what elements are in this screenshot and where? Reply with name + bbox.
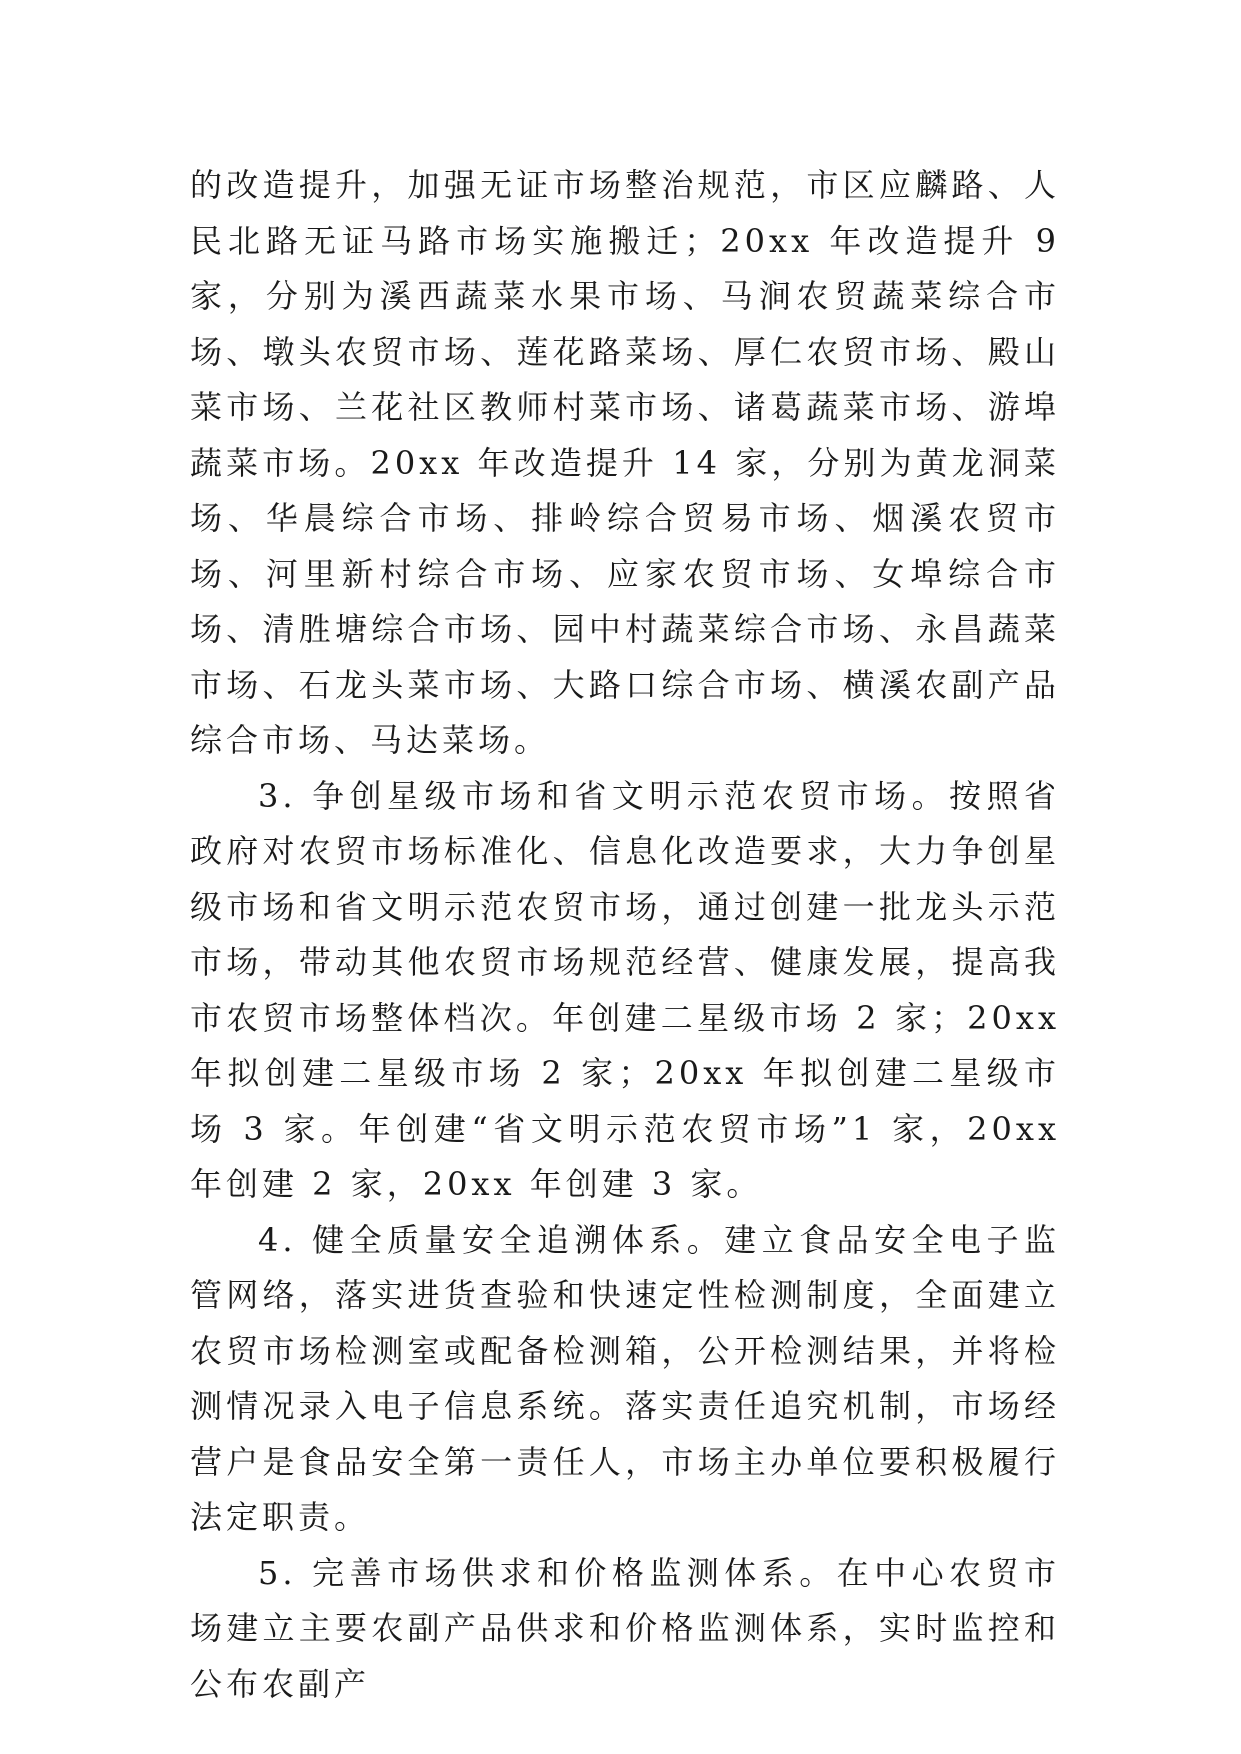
paragraph-star-market: 3. 争创星级市场和省文明示范农贸市场。按照省政府对农贸市场标准化、信息化改造要求，大力争创星级市场和省文明示范农贸市场，通过创建一批龙头示范市场，带动其他农贸市场规范经营、健康发展，提高我市农贸市场整体档次。年创建二星级市场 2 家；20xx 年拟创建二星级市场 2 家；20xx 年拟创建二星级市场 3 家。年创建“省文明示范农贸市场”1 家，20xx 年创建 2 家，20xx 年创建 3 家。 [190, 776, 1060, 1203]
body-text [190, 158, 1060, 1712]
paragraph-market-renovation: 的改造提升，加强无证市场整治规范，市区应麟路、人民北路无证马路市场实施搬迁；20xx 年改造提升 9 家，分别为溪西蔬菜水果市场、马涧农贸蔬菜综合市场、墩头农贸市场、莲花路菜场、厚仁农贸市场、殿山菜市场、兰花社区教师村菜市场、诸葛蔬菜市场、游埠蔬菜市场。20xx 年改造提升 14 家，分别为黄龙洞菜场、华晨综合市场、排岭综合贸易市场、烟溪农贸市场、河里新村综合市场、应家农贸市场、女埠综合市场、清胜塘综合市场、园中村蔬菜综合市场、永昌蔬菜市场、石龙头菜市场、大路口综合市场、横溪农副产品综合市场、马达菜场。 [190, 166, 1060, 759]
paragraph-price-monitoring: 5. 完善市场供求和价格监测体系。在中心农贸市场建立主要农副产品供求和价格监测体系，实时监控和公布农副产 [190, 1553, 1060, 1703]
paragraph-traceability-system: 4. 健全质量安全追溯体系。建立食品安全电子监管网络，落实进货查验和快速定性检测制度，全面建立农贸市场检测室或配备检测箱，公开检测结果，并将检测情况录入电子信息系统。落实责任追究机制，市场经营户是食品安全第一责任人，市场主办单位要积极履行法定职责。 [190, 1220, 1060, 1536]
